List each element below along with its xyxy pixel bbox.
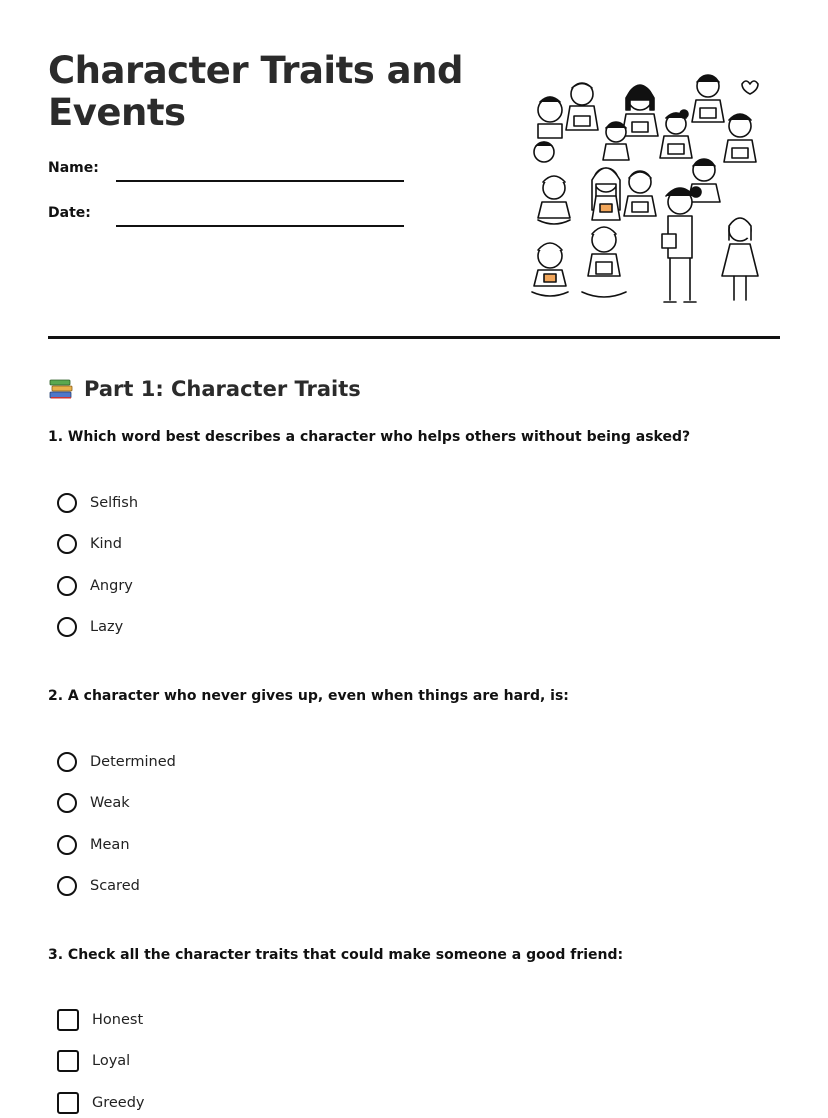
heart-icon (742, 81, 758, 94)
date-field[interactable] (116, 225, 404, 227)
question-1-option[interactable] (57, 614, 123, 640)
option-label: Kind (90, 536, 122, 552)
option-label: Mean (90, 837, 130, 853)
question-2-text: 2. A character who never gives up, even when things are hard, is: (48, 688, 569, 704)
option-label: Loyal (92, 1053, 131, 1069)
question-1-text: 1. Which word best describes a character who helps others without being asked? (48, 429, 691, 445)
child-figure (660, 110, 692, 158)
child-figure (624, 171, 656, 216)
question-3-option[interactable] (57, 1007, 143, 1033)
books-icon (48, 377, 74, 401)
children-reading-illustration (520, 70, 770, 310)
child-figure (532, 243, 568, 296)
question-3-option[interactable] (57, 1048, 130, 1074)
child-figure (722, 218, 758, 300)
name-label: Name: (48, 160, 99, 176)
radio-button[interactable] (57, 576, 77, 596)
question-2-option[interactable] (57, 790, 130, 816)
header-divider (48, 336, 780, 339)
question-1-option[interactable] (57, 573, 133, 599)
section-heading-text: Part 1: Character Traits (84, 377, 361, 401)
name-field[interactable] (116, 180, 404, 182)
option-label: Scared (90, 878, 140, 894)
option-label: Lazy (90, 619, 124, 635)
question-1-option[interactable] (57, 531, 122, 557)
child-figure (724, 114, 756, 162)
question-2-option[interactable] (57, 749, 176, 775)
worksheet-title: Character Traits and Events (48, 49, 463, 134)
radio-button[interactable] (57, 617, 77, 637)
question-2-option[interactable] (57, 832, 130, 858)
radio-button[interactable] (57, 876, 77, 896)
option-label: Angry (90, 578, 133, 594)
child-figure (662, 187, 701, 302)
child-figure (534, 97, 562, 162)
radio-button[interactable] (57, 534, 77, 554)
child-figure (538, 176, 570, 224)
checkbox[interactable] (57, 1009, 79, 1031)
option-label: Determined (90, 754, 176, 770)
checkbox[interactable] (57, 1050, 79, 1072)
checkbox[interactable] (57, 1092, 79, 1114)
date-label: Date: (48, 205, 91, 221)
radio-button[interactable] (57, 493, 77, 513)
option-label: Greedy (92, 1095, 145, 1111)
option-label: Selfish (90, 495, 139, 511)
question-2-option[interactable] (57, 873, 140, 899)
option-label: Honest (92, 1012, 144, 1028)
radio-button[interactable] (57, 752, 77, 772)
child-figure (622, 85, 658, 136)
option-label: Weak (90, 795, 130, 811)
radio-button[interactable] (57, 835, 77, 855)
child-figure (582, 227, 626, 297)
child-figure (692, 75, 724, 122)
child-figure (592, 168, 620, 220)
child-figure (566, 83, 598, 130)
child-figure (603, 122, 629, 160)
question-3-text: 3. Check all the character traits that could make someone a good friend: (48, 947, 624, 963)
question-3-option[interactable] (57, 1090, 145, 1116)
question-1-option[interactable] (57, 490, 138, 516)
section-heading-part-1 (48, 374, 361, 404)
radio-button[interactable] (57, 793, 77, 813)
